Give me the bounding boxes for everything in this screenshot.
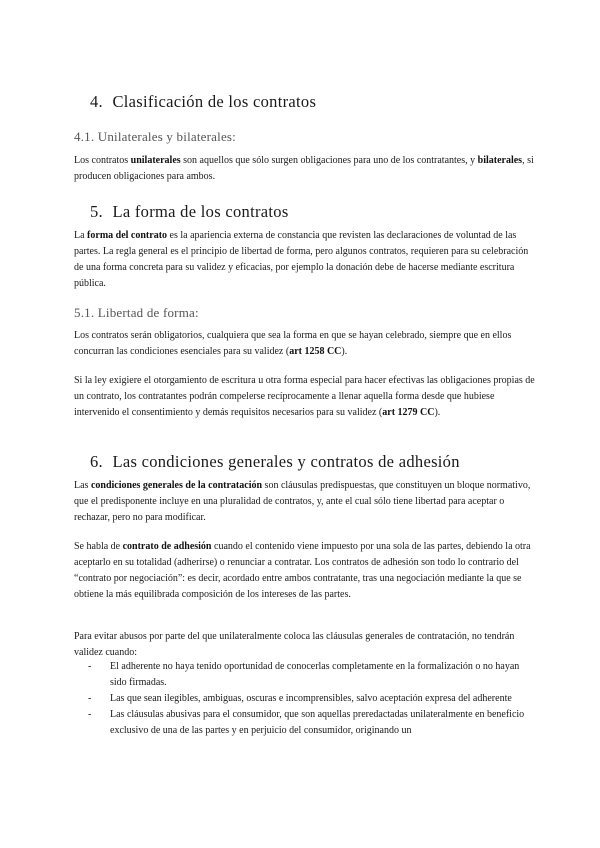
text-run: es la apariencia externa de constancia que revisten las declaraciones de voluntad de las partes. La regla general es el principio de libertad de forma, pero algunos contratos, requieren para su celebración de una forma concreta para su validez y eficacias, por ejemplo la donación debe de hacerse mediante escritura pública. (74, 230, 529, 289)
list-item (88, 707, 536, 739)
heading-title: La forma de los contratos (112, 202, 289, 221)
text-run: Los contratos serán obligatorios, cualquiera que sea la forma en que se hayan celebrado, siempre que en ellos concurran las condiciones esenciales para su validez ( (74, 330, 512, 357)
paragraph-unilaterales (74, 153, 536, 185)
heading-title: Las condiciones generales y contratos de adhesión (112, 452, 460, 471)
list-item (88, 691, 536, 707)
heading-number: 5. (90, 202, 103, 221)
heading-section-4 (90, 92, 552, 112)
list-item-text: El adherente no haya tenido oportunidad de conocerlas completamente en la formalización o no hayan sido firmadas. (110, 661, 520, 688)
text-run: ). (434, 407, 441, 418)
heading-title: Clasificación de los contratos (112, 92, 317, 111)
paragraph-abusos (74, 629, 536, 661)
text-run: ). (341, 346, 348, 357)
text-run: , si producen obligaciones para ambos. (74, 155, 534, 182)
bold-term: condiciones generales de la contratación (90, 480, 263, 491)
list-item-text: Las que sean ilegibles, ambiguas, oscuras e incomprensibles, salvo aceptación expresa del adherente (110, 693, 512, 704)
subheading-5-1: 5.1. Libertad de forma: (74, 305, 199, 320)
paragraph-libertad (74, 328, 536, 360)
list-item (88, 659, 536, 691)
text-run: Se habla de (74, 541, 123, 552)
dash-bullet: - (88, 661, 92, 672)
text-run: Los contratos (74, 155, 131, 166)
heading-number: 4. (90, 92, 103, 111)
text-run: La (74, 230, 88, 241)
paragraph-forma (74, 228, 536, 292)
text-run: Para evitar abusos por parte del que unilateralmente coloca las cláusulas generales de contratación, no tendrán validez cuando: (74, 631, 515, 658)
text-run: son aquellos que sólo surgen obligaciones para uno de los contratantes, y (180, 155, 478, 166)
bold-term: art 1279 CC (382, 407, 435, 418)
bold-term: contrato de adhesión (122, 541, 212, 552)
text-run: Las (74, 480, 91, 491)
bold-term: unilaterales (130, 155, 181, 166)
text-run: Si la ley exigiere el otorgamiento de escritura u otra forma especial para hacer efectivas las obligaciones propias de un contrato, los contratantes podrán compelerse recíprocamente a llenar aquella forma desde que hubiese intervenido el consentimiento y demás requisitos necesarios para su validez ( (74, 375, 535, 418)
paragraph-escritura (74, 373, 536, 421)
bold-term: art 1258 CC (289, 346, 342, 357)
text-run: son cláusulas predispuestas, que constituyen un bloque normativo, que el predisponente incluye en una pluralidad de contratos, y, ante el cual sólo tiene libertad para aceptar o rechazar, pero no para modificar. (74, 480, 531, 523)
heading-number: 6. (90, 452, 103, 471)
heading-section-6 (90, 452, 552, 472)
dash-bullet: - (88, 709, 92, 720)
text-run: cuando el contenido viene impuesto por una sola de las partes, debiendo la otra aceptarlo en su totalidad (adherirse) o renunciar a contratar. Los contratos de adhesión son todo lo contrario del “contrato por negociación”: es decir, acordado entre ambos contratante, tras una negociación mediante la que se obtiene la más equilibrada composición de los intereses de las partes. (74, 541, 531, 600)
paragraph-condiciones (74, 478, 536, 526)
dash-bullet: - (88, 693, 92, 704)
paragraph-adhesion (74, 539, 536, 603)
bold-term: bilaterales (477, 155, 523, 166)
list-item-text: Las cláusulas abusivas para el consumidor, que son aquellas preredactadas unilateralmente en beneficio exclusivo de una de las partes y en perjuicio del consumidor, originando un (110, 709, 525, 736)
validity-list (88, 659, 536, 739)
bold-term: forma del contrato (87, 230, 168, 241)
subheading-4-1: 4.1. Unilaterales y bilaterales: (74, 129, 236, 144)
heading-section-5 (90, 202, 552, 222)
